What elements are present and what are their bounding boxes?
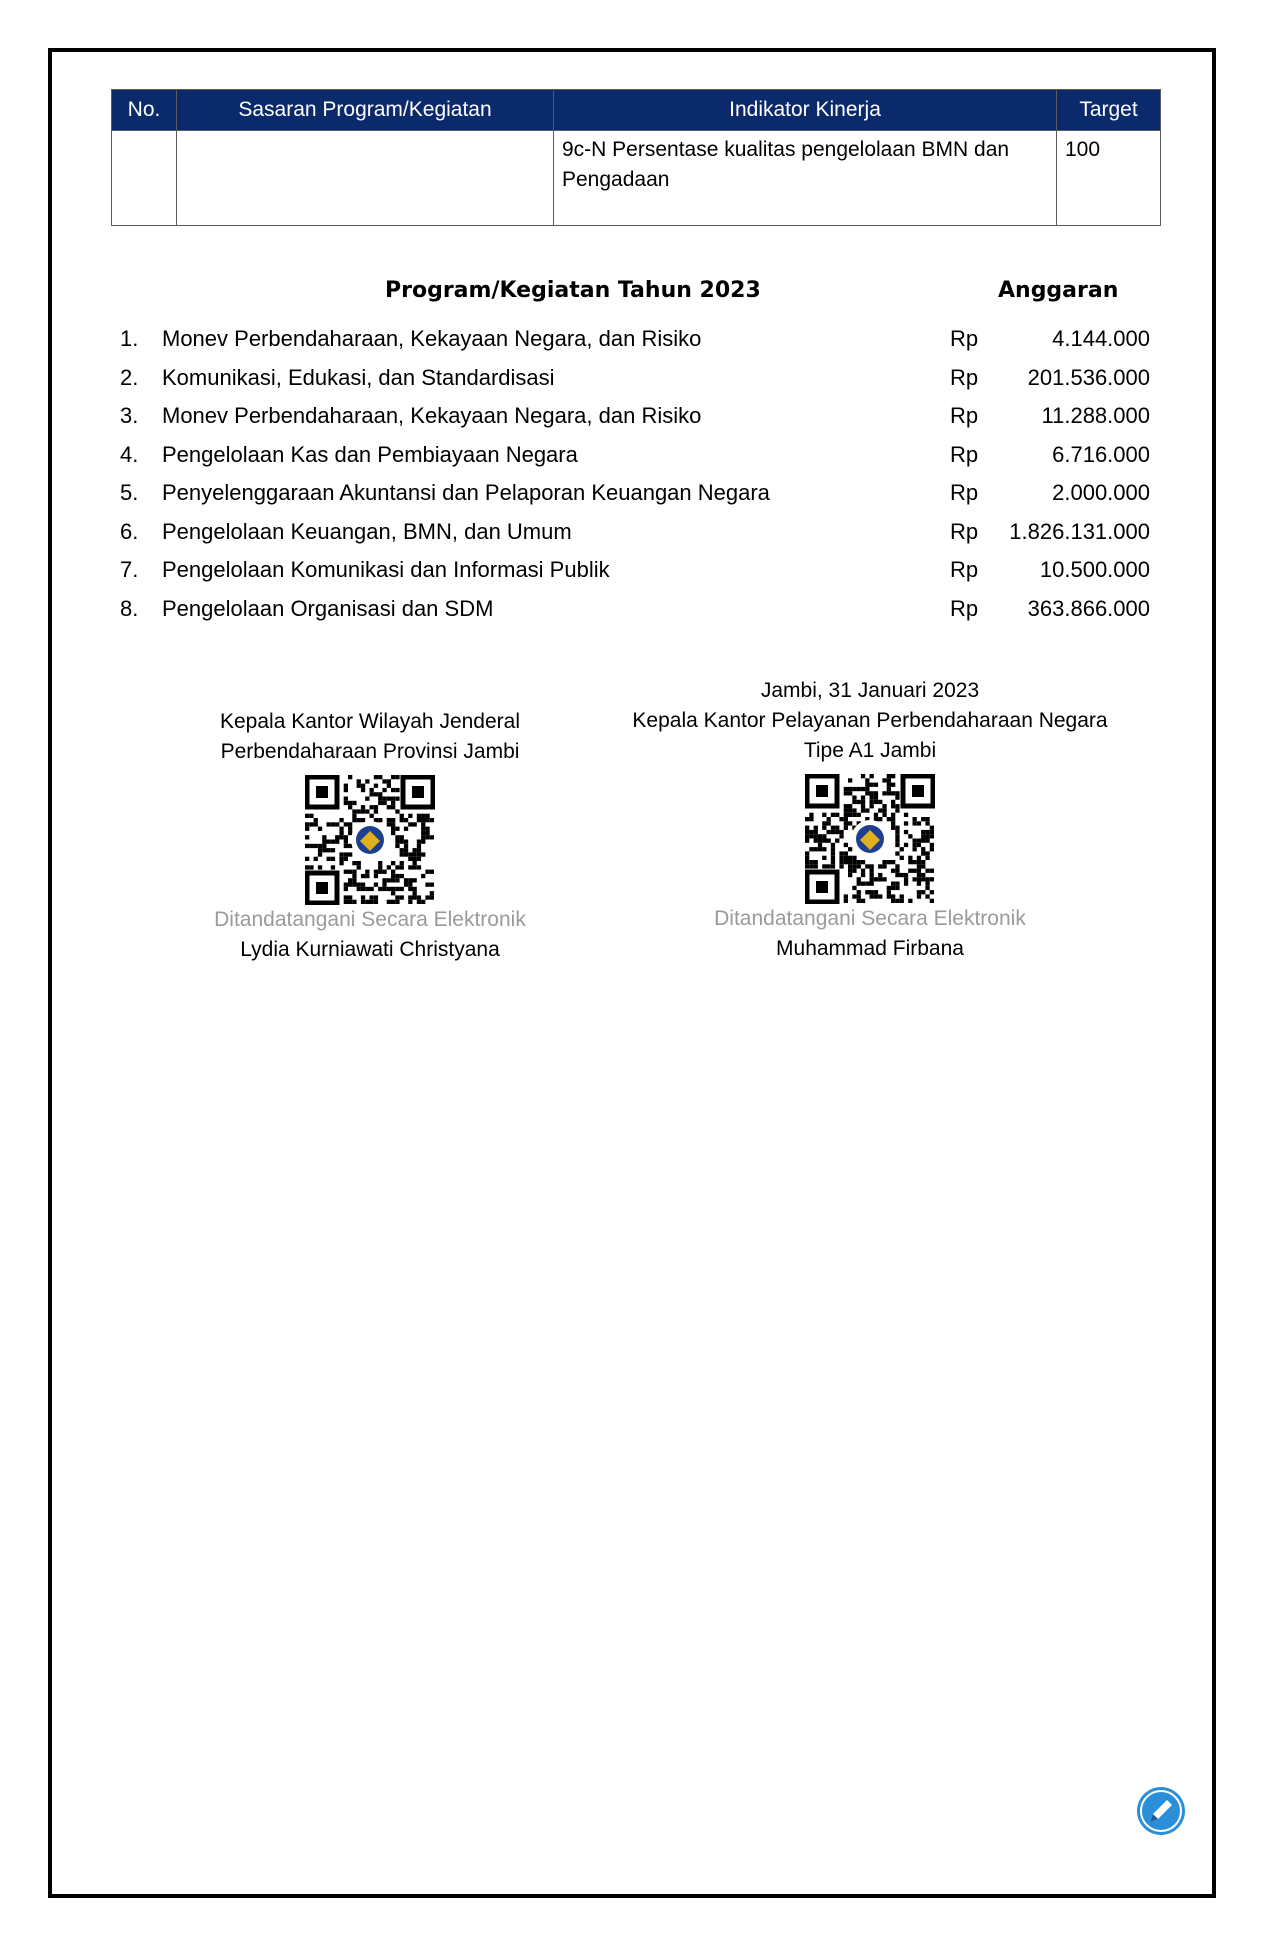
item-number: 6. [120, 518, 139, 544]
item-currency: Rp [950, 364, 979, 390]
item-label: Monev Perbendaharaan, Kekayaan Negara, dan Risiko [162, 326, 702, 352]
item-amount: 1.826.131.000 [1009, 518, 1150, 544]
item-amount: 11.288.000 [1041, 403, 1150, 429]
anggaran-label: Anggaran [998, 278, 1119, 303]
cell-sasaran [177, 131, 554, 226]
item-number: 8. [120, 595, 139, 621]
item-label: Pengelolaan Organisasi dan SDM [162, 595, 494, 621]
item-amount: 10.500.000 [1039, 557, 1150, 583]
item-number: 7. [120, 557, 139, 583]
indicator-table [111, 89, 1161, 226]
item-amount: 6.716.000 [1052, 441, 1150, 467]
list-item [120, 397, 1150, 436]
item-amount: 201.536.000 [1027, 364, 1150, 390]
item-label: Monev Perbendaharaan, Kekayaan Negara, dan Risiko [162, 403, 702, 429]
item-number: 1. [120, 326, 139, 352]
signature-right [580, 676, 1160, 964]
item-label: Pengelolaan Komunikasi dan Informasi Publik [162, 557, 610, 583]
signer-name: Lydia Kurniawati Christyana [240, 938, 500, 961]
col-header-sasaran: Sasaran Program/Kegiatan [177, 90, 554, 131]
list-item [120, 590, 1150, 629]
esign-caption: Ditandatangani Secara Elektronik [214, 908, 526, 931]
signature-left [170, 707, 570, 965]
table-header-row [112, 90, 1161, 131]
list-item [120, 359, 1150, 398]
signer-title-line2: Tipe A1 Jambi [803, 739, 937, 762]
item-label: Penyelenggaraan Akuntansi dan Pelaporan Keuangan Negara [162, 480, 770, 506]
signature-date: Jambi, 31 Januari 2023 [760, 679, 980, 702]
item-currency: Rp [950, 326, 979, 352]
item-number: 4. [120, 441, 139, 467]
list-item [120, 474, 1150, 513]
program-list [120, 320, 1150, 628]
col-header-target: Target [1057, 90, 1161, 131]
item-number: 2. [120, 364, 139, 390]
item-label: Pengelolaan Kas dan Pembiayaan Negara [162, 441, 578, 467]
item-amount: 2.000.000 [1052, 480, 1150, 506]
list-item [120, 513, 1150, 552]
edit-pen-icon[interactable] [1136, 1786, 1186, 1836]
item-currency: Rp [950, 518, 979, 544]
col-header-no: No. [112, 90, 177, 131]
signer-name: Muhammad Firbana [776, 937, 964, 960]
item-label: Komunikasi, Edukasi, dan Standardisasi [162, 364, 555, 390]
list-item [120, 320, 1150, 359]
signer-title-line1: Kepala Kantor Pelayanan Perbendaharaan Negara [632, 709, 1108, 732]
col-header-indikator: Indikator Kinerja [554, 90, 1057, 131]
item-currency: Rp [950, 480, 979, 506]
item-amount: 4.144.000 [1052, 326, 1150, 352]
qr-code-icon [305, 775, 435, 905]
item-number: 5. [120, 480, 139, 506]
item-label: Pengelolaan Keuangan, BMN, dan Umum [162, 518, 572, 544]
cell-no [112, 131, 177, 226]
list-item [120, 436, 1150, 475]
table-row [112, 131, 1161, 226]
signer-title-line1: Kepala Kantor Wilayah Jenderal [219, 710, 520, 733]
item-currency: Rp [950, 557, 979, 583]
item-currency: Rp [950, 595, 979, 621]
list-item [120, 551, 1150, 590]
esign-caption: Ditandatangani Secara Elektronik [714, 907, 1026, 930]
item-amount: 363.866.000 [1027, 595, 1150, 621]
program-title: Program/Kegiatan Tahun 2023 [385, 278, 761, 303]
item-currency: Rp [950, 403, 979, 429]
cell-indikator: 9c-N Persentase kualitas pengelolaan BMN dan Pengadaan [554, 131, 1057, 226]
qr-code-icon [805, 774, 935, 904]
signer-title-line2: Perbendaharaan Provinsi Jambi [220, 740, 520, 763]
item-currency: Rp [950, 441, 979, 467]
cell-target: 100 [1057, 131, 1161, 226]
item-number: 3. [120, 403, 139, 429]
